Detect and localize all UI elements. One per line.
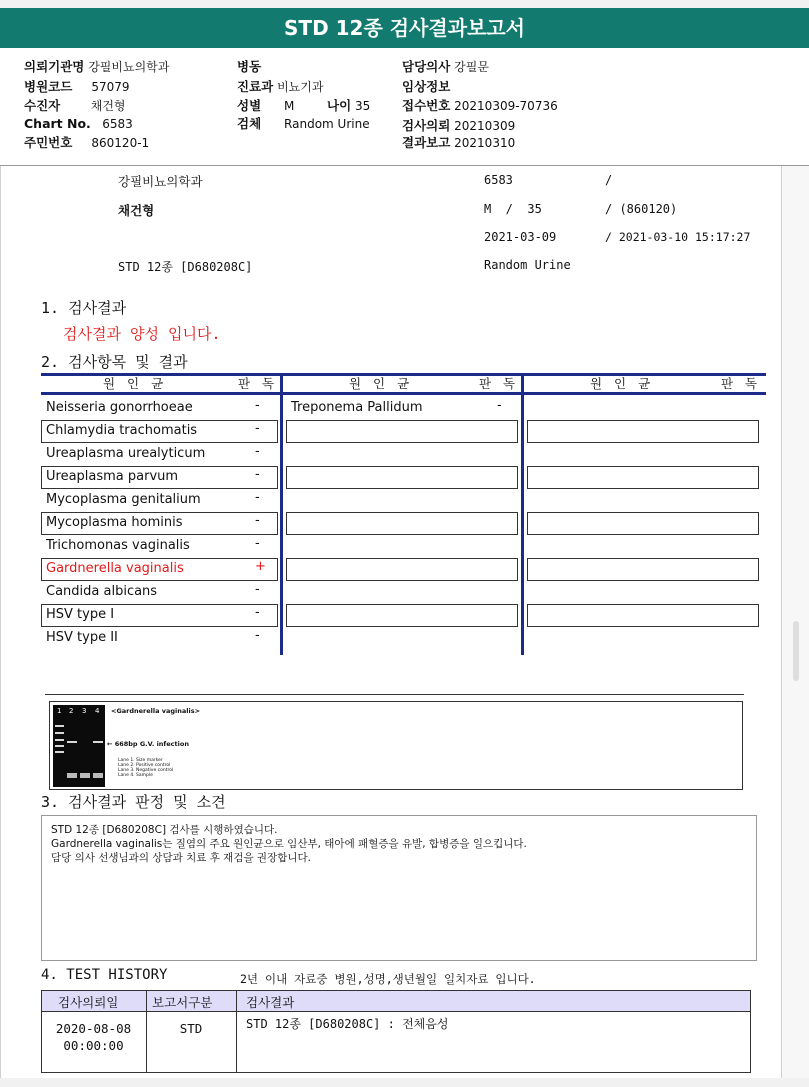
table-header-rule [41,392,766,395]
lane-label: 4 [95,707,100,715]
report-body [0,166,782,1078]
info-hospital: 의뢰기관명 강필비뇨의학과 [24,59,170,74]
patient-info-header [0,48,809,166]
lane-label: 3 [82,707,87,715]
history-header: 검사결과 [246,995,295,1010]
pathogen-name: Mycoplasma genitalium [46,492,201,507]
info-sex: 성별 M [237,98,295,113]
info-age: 나이 35 [327,98,371,113]
history-date: 2020-08-08 00:00:00 [55,1021,132,1053]
gel-band [67,741,77,743]
header-pathogen: 원 인 균 [103,376,168,391]
header-pathogen: 원 인 균 [590,376,655,391]
info-request-date: 검사의뢰 20210309 [402,118,516,133]
summary-name: 채건형 [118,203,155,218]
gel-band [55,732,64,734]
pathogen-result: - [255,467,260,482]
pathogen-result: - [255,398,260,413]
info-receipt-no: 접수번호 20210309-70736 [402,98,558,113]
info-hospital-code: 병원코드 57079 [24,79,130,94]
history-header: 검사의뢰일 [58,995,119,1010]
summary-chart: 6583 [484,173,513,187]
report-title: STD 12종 검사결과보고서 [0,8,809,48]
row-box [286,558,518,581]
pathogen-result: - [497,398,502,413]
info-ward: 병동 [237,59,262,74]
pathogen-name: Ureaplasma parvum [46,469,179,484]
pathogen-result: + [255,559,266,574]
info-clinical: 임상정보 [402,79,451,94]
header-judge: 판 독 [238,376,279,391]
gel-figure [49,701,743,790]
pathogen-result: - [255,444,260,459]
pathogen-result: - [255,628,260,643]
summary-slash: / [605,173,613,187]
info-department: 진료과 비뇨기과 [237,79,324,94]
gel-band [55,751,64,753]
pathogen-result: - [255,582,260,597]
gel-band [93,773,103,778]
gel-band-label: ← 668bp G.V. infection [107,740,189,748]
opinion-line: Gardnerella vaginalis는 질염의 주요 원인균으로 임산부, 태아에 패혈증을 유발, 합병증을 일으킵니다. [51,838,527,850]
pathogen-name: Trichomonas vaginalis [46,538,190,553]
info-report-date: 결과보고 20210310 [402,135,516,150]
opinion-line: 담당 의사 선생님과의 상담과 치료 후 재검을 권장합니다. [51,852,311,864]
history-col-divider [236,990,237,1073]
info-doctor: 담당의사 강필문 [402,59,489,74]
opinion-line: STD 12종 [D680208C] 검사를 시행하였습니다. [51,824,278,836]
pathogen-result: - [255,536,260,551]
result-table [41,373,766,655]
lane-label: 1 [57,707,62,715]
pathogen-result: - [255,421,260,436]
history-type: STD [179,1021,203,1036]
pathogen-result: - [255,490,260,505]
summary-test: STD 12종 [D680208C] [118,260,253,274]
pathogen-name: Candida albicans [46,584,158,599]
summary-birth: / (860120) [605,202,678,216]
pathogen-result: - [255,605,260,620]
scrollbar-thumb[interactable] [793,621,799,681]
gel-band [67,773,77,778]
pathogen-name: Mycoplasma hominis [46,515,183,530]
opinion-box [41,815,757,961]
pathogen-name: Chlamydia trachomatis [46,423,198,438]
lane-label: 2 [69,707,74,715]
gel-band [93,741,103,743]
info-resident-no: 주민번호 860120-1 [24,135,150,150]
summary-report-date: / 2021-03-10 15:17:27 [605,230,751,244]
history-note: 2년 이내 자료중 병원,성명,생년월일 일치자료 입니다. [240,972,536,986]
row-box [527,604,759,627]
summary-sex-age: M / 35 [484,202,542,216]
header-pathogen: 원 인 균 [349,376,414,391]
section4-title: 4. TEST HISTORY [41,967,168,983]
pathogen-result: - [255,513,260,528]
gel-band [80,773,90,778]
table-col-divider [280,373,283,655]
header-judge: 판 독 [479,376,520,391]
section3-title: 3. 검사결과 판정 및 소견 [41,793,226,811]
pathogen-name: Ureaplasma urealyticum [46,446,206,461]
row-box [286,420,518,443]
pathogen-name: HSV type I [46,607,115,622]
row-box [286,512,518,535]
history-header: 보고서구분 [152,995,213,1010]
info-chart-no: Chart No. 6583 [24,116,133,131]
pathogen-name: Treponema Pallidum [291,400,423,415]
pathogen-name: Gardnerella vaginalis [46,561,184,576]
gel-legend: Lane 1. Size marker Lane 2. Positive control Lane 3. Negative control Lane 4. Sample [118,758,174,778]
history-table [41,990,751,1073]
gel-band [55,739,64,741]
section1-result: 검사결과 양성 입니다. [63,325,221,343]
summary-request-date: 2021-03-09 [484,230,557,244]
pathogen-name: Neisseria gonorrhoeae [46,400,193,415]
section1-title: 1. 검사결과 [41,299,127,317]
row-box [527,512,759,535]
gel-title: <Gardnerella vaginalis> [111,707,201,715]
row-box [527,420,759,443]
row-box [527,466,759,489]
gel-image [53,705,105,787]
summary-specimen: Random Urine [484,258,571,272]
info-patient: 수진자 채건형 [24,98,126,113]
row-box [286,466,518,489]
pathogen-name: HSV type II [46,630,118,645]
row-box [286,604,518,627]
history-result: STD 12종 [D680208C] : 전체음성 [246,1017,449,1031]
row-box [527,558,759,581]
info-specimen: 검체 Random Urine [237,116,370,131]
divider-line [45,694,744,695]
summary-hospital: 강필비뇨의학과 [118,174,203,189]
gel-band [55,745,64,747]
scrollbar[interactable] [782,166,809,1078]
gel-band [55,725,64,727]
section2-title: 2. 검사항목 및 결과 [41,353,188,371]
header-judge: 판 독 [721,376,762,391]
table-col-divider [521,373,524,655]
